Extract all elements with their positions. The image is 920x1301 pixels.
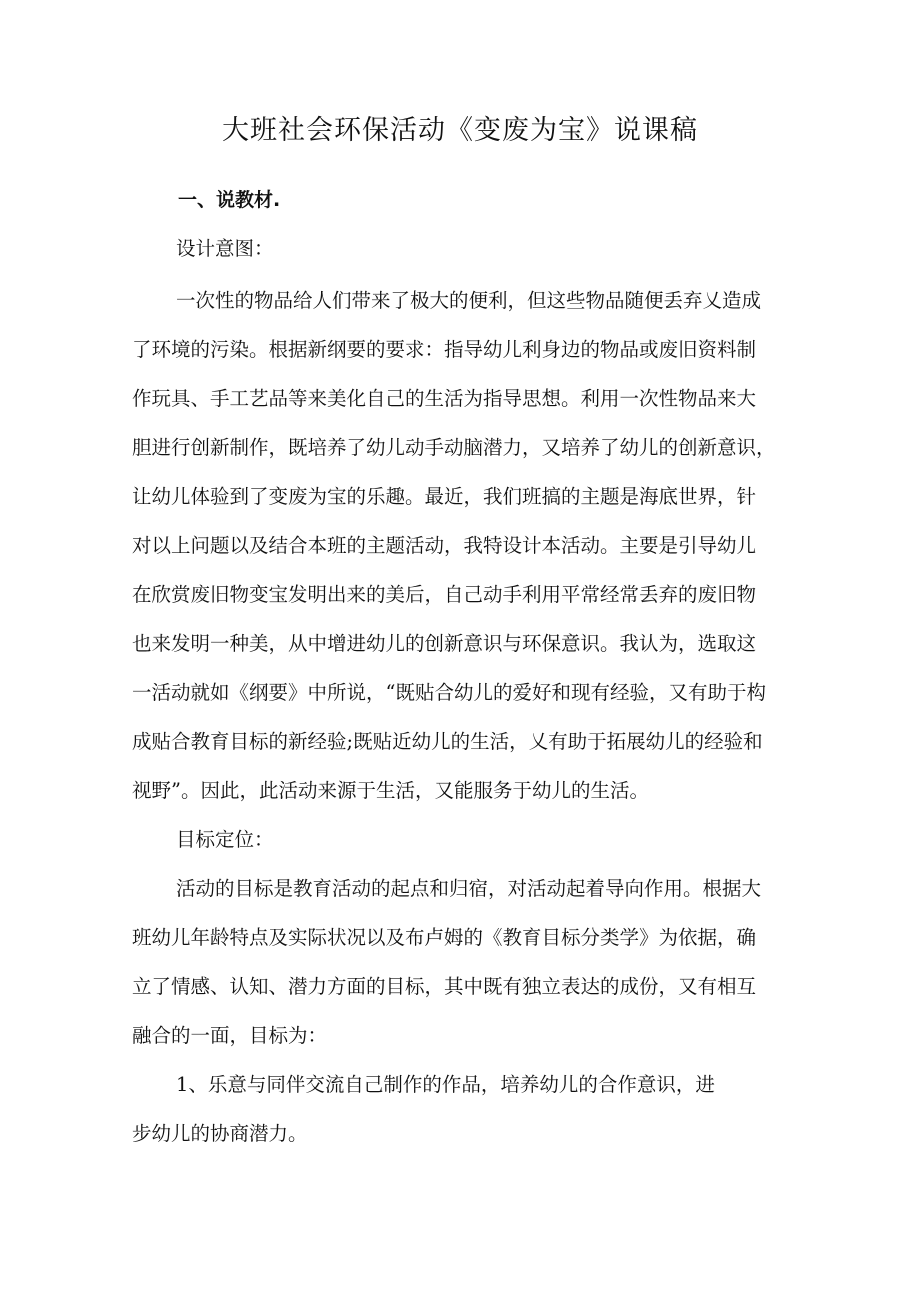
paragraph-line: 班幼儿年龄特点及实际状况以及布卢姆的《教育目标分类学》为依据，确 (132, 926, 757, 949)
paragraph-line: 对以上问题以及结合本班的主题活动，我特设计本活动。主要是引导幼儿 (132, 534, 757, 557)
paragraph-line: 一次性的物品给人们带来了极大的便利，但这些物品随便丢弃乂造成 (176, 289, 762, 312)
page-title: 大班社会环保活动《变废为宝》说课稿 (222, 115, 698, 146)
paragraph-line: 了环境的污染。根据新纲要的要求：指导幼儿利身边的物品或废旧资料制 (132, 338, 757, 361)
paragraph-line: 让幼儿体验到了变废为宝的乐趣。最近，我们班搞的主题是海底世界，针 (132, 485, 757, 508)
paragraph-line: 视野”。因此，此活动来源于生活，又能服务于幼儿的生活。 (132, 779, 649, 802)
goal-item-line: 步幼儿的协商潜力。 (132, 1122, 308, 1145)
paragraph-line: 在欣赏废旧物变宝发明出来的美后，自己动手利用平常经常丢弃的废旧物 (132, 583, 757, 606)
section-heading: 一、说教材. (178, 189, 281, 211)
paragraph-line: 活动的目标是教育活动的起点和归宿，对活动起着导向作用。根据大 (176, 877, 762, 900)
paragraph-line: 立了情感、认知、潜力方面的目标，其中既有独立表达的成份，又有相互 (132, 975, 757, 998)
paragraph-line: 融合的一面，目标为： (132, 1024, 328, 1047)
subsection-label: 设计意图： (176, 237, 274, 260)
goal-item-line: 1、乐意与同伴交流自己制作的作品，培养幼儿的合作意识，进 (176, 1073, 715, 1096)
paragraph-line: 成贴合教育目标的新经验;既贴近幼儿的生活，乂有助于拓展幼儿的经验和 (132, 730, 763, 753)
paragraph-line: 也来发明一种美，从中增进幼儿的创新意识与环保意识。我认为，选取这 (132, 632, 757, 655)
paragraph-line: 一活动就如《纲要》中所说，“既贴合幼儿的爱好和现有经验，又有助于构 (132, 681, 766, 704)
subsection-label: 目标定位： (176, 828, 274, 851)
paragraph-line: 作玩具、手工艺品等来美化自己的生活为指导思想。利用一次性物品来大 (132, 387, 757, 410)
paragraph-line: 胆进行创新制作，既培养了幼儿动手动脑潜力，又培养了幼儿的创新意识， (132, 436, 776, 459)
